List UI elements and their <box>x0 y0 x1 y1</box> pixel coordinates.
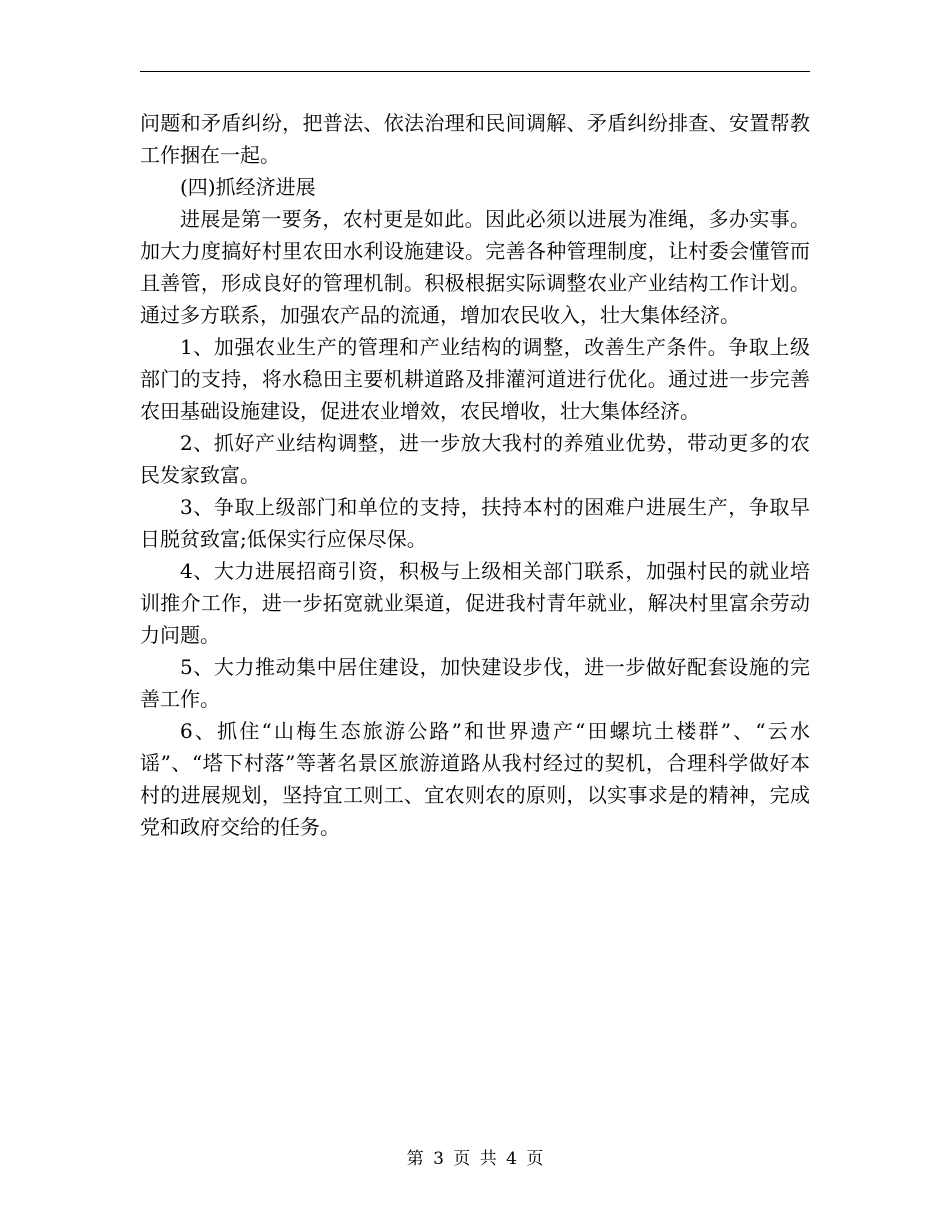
paragraph: 进展是第一要务，农村更是如此。因此必须以进展为准绳，多办实事。加大力度搞好村里农田水利设施建设。完善各种管理制度，让村委会懂管而且善管，形成良好的管理机制。积极根据实际调整农业产业结构工作计划。通过多方联系，加强农产品的流通，增加农民收入，壮大集体经济。 <box>140 207 810 327</box>
page-number: 第 3 页 共 4 页 <box>406 1149 544 1169</box>
list-item: 6、抓住“山梅生态旅游公路”和世界遗产“田螺坑土楼群”、“云水谣”、“塔下村落”等著名景区旅游道路从我村经过的契机，合理科学做好本村的进展规划，坚持宜工则工、宜农则农的原则，以实事求是的精神，完成党和政府交给的任务。 <box>140 719 810 839</box>
list-item: 3、争取上级部门和单位的支持，扶持本村的困难户进展生产，争取早日脱贫致富;低保实行应保尽保。 <box>140 495 810 551</box>
paragraph: 问题和矛盾纠纷，把普法、依法治理和民间调解、矛盾纠纷排查、安置帮教工作捆在一起。 <box>140 111 810 167</box>
body-text <box>140 107 810 843</box>
list-item: 4、大力进展招商引资，积极与上级相关部门联系，加强村民的就业培训推介工作，进一步拓宽就业渠道，促进我村青年就业，解决村里富余劳动力问题。 <box>140 559 810 647</box>
list-item: 2、抓好产业结构调整，进一步放大我村的养殖业优势，带动更多的农民发家致富。 <box>140 431 810 487</box>
section-heading: (四)抓经济进展 <box>180 175 316 199</box>
header-rule <box>140 71 810 72</box>
list-item: 5、大力推动集中居住建设，加快建设步伐，进一步做好配套设施的完善工作。 <box>140 655 810 711</box>
list-item: 1、加强农业生产的管理和产业结构的调整，改善生产条件。争取上级部门的支持，将水稳田主要机耕道路及排灌河道进行优化。通过进一步完善农田基础设施建设，促进农业增效，农民增收，壮大集体经济。 <box>140 335 810 423</box>
